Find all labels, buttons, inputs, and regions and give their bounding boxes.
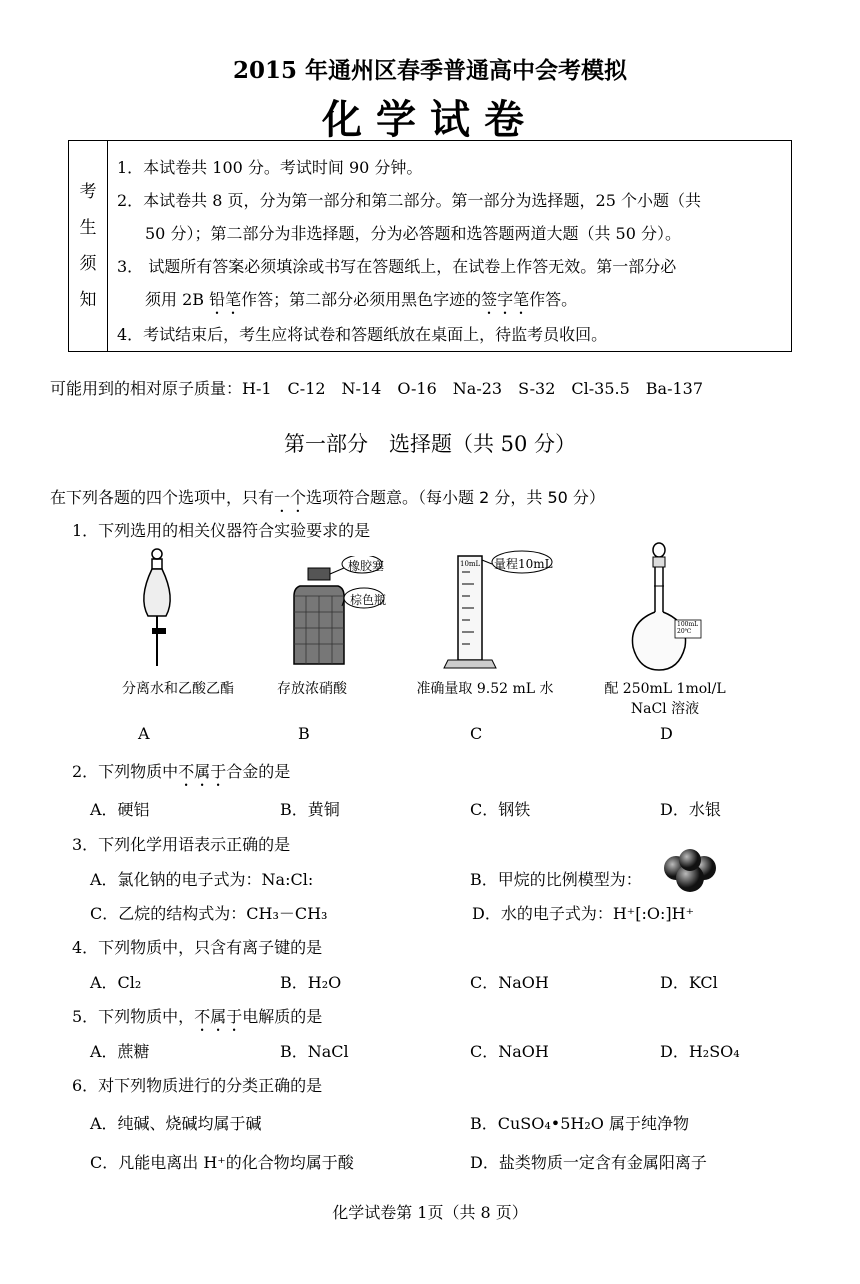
callout-brown-bottle: 棕色瓶: [350, 593, 387, 607]
text: 在下列各题的四个选项中，只有: [50, 488, 275, 507]
caption-c: 准确量取 9.52 mL 水: [416, 681, 554, 697]
callout-range: 量程10mL: [494, 557, 553, 571]
q5-stem: [72, 1004, 322, 1035]
text: 合金的是: [226, 762, 291, 781]
emphasis-pencil: 铅笔: [209, 290, 242, 309]
text: 2．下列物质中: [72, 762, 179, 781]
q3-stem: 3．下列化学用语表示正确的是: [72, 835, 291, 854]
q6-option-c: C．凡能电离出 H⁺的化合物均属于酸: [90, 1153, 354, 1172]
notice-label-char: 考: [79, 182, 97, 202]
q4-option-c: C．NaOH: [470, 973, 549, 992]
callout-rubber-stopper: 橡胶塞: [348, 559, 385, 573]
letter-c: C: [470, 724, 483, 743]
q2-stem: [72, 759, 290, 790]
q2-option-c: C．钢铁: [470, 800, 531, 819]
q2-option-a: A．硬铝: [90, 800, 150, 819]
q3-option-a: A．氯化钠的电子式为：Na:Cl:: [90, 870, 314, 889]
methane-model-icon: [658, 848, 724, 894]
text: 作答。: [529, 290, 578, 309]
text: 电解质的是: [242, 1007, 323, 1026]
notice-item-3a: 3． 试题所有答案必须填涂或书写在答题纸上，在试卷上作答无效。第一部分必: [117, 257, 677, 276]
section-title: 第一部分 选择题（共 50 分）: [283, 432, 577, 456]
notice-item-2b: 50 分）；第二部分为非选择题，分为必答题和选答题两道大题（共 50 分）。: [145, 224, 681, 243]
q4-stem: 4．下列物质中，只含有离子键的是: [72, 938, 323, 957]
q5-option-a: A．蔗糖: [90, 1042, 150, 1061]
emphasis-pen: 签字笔: [481, 290, 530, 309]
emphasis-one: 一个: [274, 488, 307, 507]
caption-d2: NaCl 溶液: [630, 701, 700, 717]
page-footer: 化学试卷第 1页（共 8 页）: [332, 1203, 528, 1222]
emphasis-not: 不属于: [178, 762, 227, 781]
q3-option-c: C．乙烷的结构式为：CH₃－CH₃: [90, 904, 328, 923]
flask-volume: 100mL: [677, 621, 699, 628]
q2-option-d: D．水银: [660, 800, 721, 819]
volumetric-flask-icon: [625, 542, 705, 672]
q6-stem: 6．对下列物质进行的分类正确的是: [72, 1076, 323, 1095]
notice-label: [69, 141, 108, 351]
subject-title: 化学试卷: [322, 96, 538, 143]
q5-option-c: C．NaOH: [470, 1042, 549, 1061]
q3-option-d: D．水的电子式为：H⁺[:O:]H⁺: [472, 904, 695, 923]
notice-item-4: 4．考试结束后，考生应将试卷和答题纸放在桌面上，待监考员收回。: [117, 325, 608, 344]
q1-stem: 1．下列选用的相关仪器符合实验要求的是: [72, 521, 371, 540]
notice-label-char: 生: [79, 218, 97, 238]
q4-option-d: D．KCl: [660, 973, 718, 992]
emphasis-not: 不属于: [194, 1007, 243, 1026]
cylinder-label: 10mL: [460, 560, 481, 568]
exam-title: 2015 年通州区春季普通高中会考模拟: [232, 57, 628, 84]
letter-a: A: [138, 724, 150, 743]
flask-label: [677, 621, 698, 635]
text: 选项符合题意。（每小题 2 分，共 50 分）: [306, 488, 605, 507]
q5-option-b: B．NaCl: [280, 1042, 349, 1061]
q6-option-b: B．CuSO₄•5H₂O 属于纯净物: [470, 1114, 689, 1133]
q4-option-b: B．H₂O: [280, 973, 342, 992]
notice-item-2a: 2．本试卷共 8 页，分为第一部分和第二部分。第一部分为选择题，25 个小题（共: [117, 191, 701, 210]
text: 作答；第二部分必须用黑色字迹的: [241, 290, 482, 309]
caption-b: 存放浓硝酸: [277, 681, 347, 697]
letter-b: B: [298, 724, 310, 743]
text: 须用 2B: [145, 290, 210, 309]
q4-option-a: A．Cl₂: [90, 973, 142, 992]
notice-label-char: 知: [79, 290, 97, 310]
caption-d1: 配 250mL 1mol/L: [604, 681, 726, 697]
q5-option-d: D．H₂SO₄: [660, 1042, 740, 1061]
letter-d: D: [660, 724, 673, 743]
instruction: [50, 485, 605, 516]
notice-box: [68, 140, 792, 352]
q3-option-b: B．甲烷的比例模型为：: [470, 870, 642, 889]
separatory-funnel-icon: [130, 548, 190, 670]
q6-option-a: A．纯碱、烧碱均属于碱: [90, 1114, 262, 1133]
text: 5．下列物质中，: [72, 1007, 195, 1026]
atomic-masses: 可能用到的相对原子质量：H-1 C-12 N-14 O-16 Na-23 S-32 Cl-35.5 Ba-137: [50, 379, 704, 398]
notice-items: [117, 151, 701, 351]
q2-option-b: B．黄铜: [280, 800, 340, 819]
q6-option-d: D．盐类物质一定含有金属阳离子: [470, 1153, 707, 1172]
notice-label-char: 须: [79, 254, 97, 274]
flask-temp: 20℃: [677, 628, 692, 635]
caption-a: 分离水和乙酸乙酯: [122, 681, 234, 697]
notice-item-3b: [117, 283, 701, 318]
notice-item-1: 1．本试卷共 100 分。考试时间 90 分钟。: [117, 158, 423, 177]
